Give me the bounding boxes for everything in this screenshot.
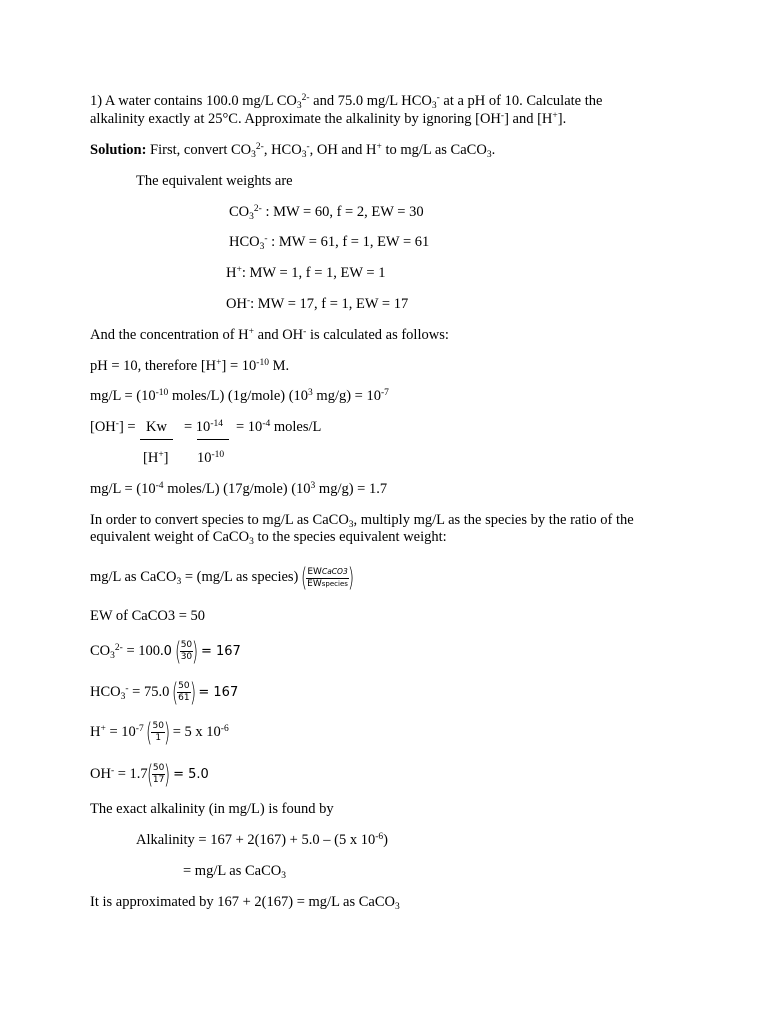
ew-caco3-line: EW of CaCO3 = 50: [90, 608, 206, 624]
problem-line-2: alkalinity exactly at 25°C. Approximate the alkalinity by ignoring [OH-] and [H+].: [90, 111, 567, 127]
ew-h: H+: MW = 1, f = 1, EW = 1: [226, 265, 386, 281]
mgl-oh-line: $mg/L = (10^{-4}$ moles/L) (17g/mole) ($10^3$ mg/g) = 1.7: [90, 481, 388, 497]
solution-label: Solution:: [90, 142, 147, 158]
conc-intro: And the concentration of H+ and OH- is calculated as follows:: [90, 327, 449, 343]
conv-co3: $CO_3^{2-} = 100.0$ ( $\frac{50}{30}$ ) = 167: [90, 636, 241, 667]
oh-calc-lhs: [OH-] =: [90, 419, 136, 435]
oh-calc-den1: [H+]: [143, 450, 169, 466]
ph-line: pH = 10, therefore $[H^+] = 10^{-10}$ M.: [90, 358, 290, 374]
convert-para-line-2: equivalent weight of CaCO$_3$ to the species equivalent weight:: [90, 529, 447, 547]
oh-calc-num1: Kw: [146, 419, 167, 435]
oh-calc-eq2: = $10^{-14}$: [184, 419, 223, 435]
oh-calc-den2: $10^{-10}$: [197, 450, 225, 466]
oh-calc-fraction-bar-2: [197, 439, 229, 440]
solution-line: Solution: First, convert $CO_3^{2-}$, $HCO_3^-$, OH and H+ to mg/L as CaCO$_3$.: [90, 142, 496, 160]
formula-ratio: $\frac{\text{EWCaCO3}}{\text{EWspecies}}$: [307, 566, 348, 589]
ew-hco3: $HCO_3^-$ : MW = 61, f = 1, EW = 61: [229, 234, 430, 252]
oh-calc-fraction-bar-1: [140, 439, 173, 440]
ew-oh: OH-: MW = 17, f = 1, EW = 17: [226, 296, 409, 312]
alkalinity-result: = mg/L as CaCO$_3$: [183, 863, 287, 881]
mgl-h-line: $mg/L = (10^{-10}$ moles/L) (1g/mole) ($10^3$ $mg/g) = 10^{-7}$: [90, 388, 389, 404]
oh-calc-eq3: = $10^{-4}$ moles/L: [236, 419, 322, 435]
exact-intro: The exact alkalinity (in mg/L) is found by: [90, 801, 334, 817]
convert-para-line-1: In order to convert species to mg/L as CaCO$_3$, multiply mg/L as the species by the ratio of the: [90, 512, 634, 530]
alkalinity-equation: Alkalinity = 167 + 2(167) + 5.0 – (5 x $10^{-6}$): [136, 832, 388, 848]
ew-co3: $CO_3^{2-}$ : MW = 60, f = 2, EW = 30: [229, 204, 424, 222]
conv-hco3: $HCO_3^- = 75.0$ ( $\frac{50}{61}$ ) = 167: [90, 677, 239, 708]
approximation-line: It is approximated by 167 + 2(167) = mg/L as CaCO$_3$: [90, 894, 400, 912]
conversion-formula: mg/L as CaCO$_3$ = (mg/L as species) ( $\frac{\text{EWCaCO3}}{\text{EWspecies}}$ ): [90, 562, 355, 593]
conv-oh: OH- = 1.7( $\frac{50}{17}$ ) = 5.0: [90, 759, 209, 790]
ew-intro: The equivalent weights are: [136, 173, 293, 189]
problem-line-1: 1) A water contains 100.0 mg/L $CO_3^{2-}$ and 75.0 mg/L $HCO_3^-$ at a pH of 10. Calculate the: [90, 93, 603, 111]
conv-h: $H^+ = 10^{-7}$ ( $\frac{50}{1}$ ) = 5 x $10^{-6}$: [90, 717, 229, 748]
